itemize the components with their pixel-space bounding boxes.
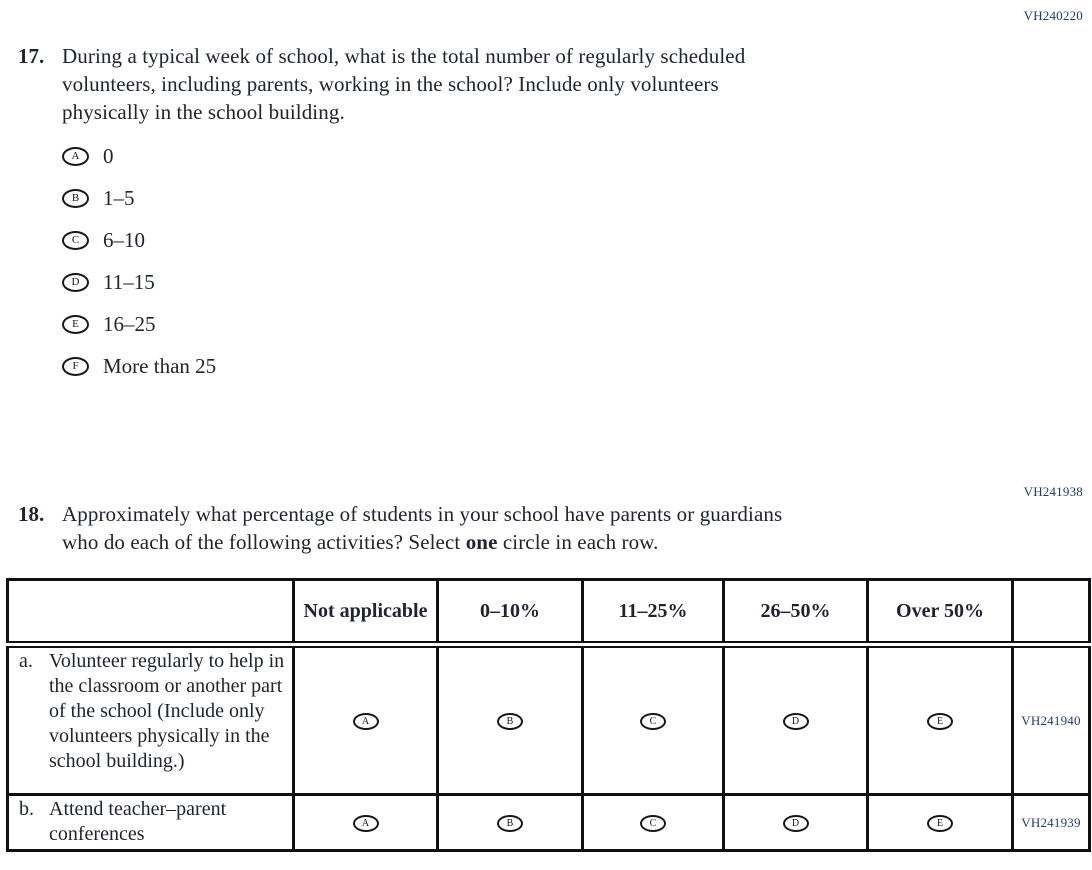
q18a-answer-bubble-c[interactable] — [640, 713, 666, 730]
bubble-letter: D — [71, 275, 80, 288]
q18-matrix-table — [6, 578, 1091, 852]
q18b-answer-bubble-a[interactable] — [353, 815, 379, 832]
option-label-d: 11–15 — [103, 269, 155, 294]
header-11-25: 11–25% — [583, 580, 724, 645]
header-0-10: 0–10% — [438, 580, 583, 645]
table-row-b — [8, 795, 1090, 851]
option-label-c: 6–10 — [103, 227, 145, 252]
q17-answer-bubble-f[interactable] — [62, 357, 89, 376]
bubble-letter: E — [936, 817, 944, 829]
bold-word-one: one — [465, 530, 498, 554]
q18b-answer-bubble-e[interactable] — [927, 815, 953, 832]
row-a-cell-0-10 — [438, 645, 583, 795]
bubble-letter: C — [71, 233, 80, 246]
bubble-letter: C — [649, 817, 657, 829]
bubble-letter: E — [936, 715, 944, 727]
row-a-text: Volunteer regularly to help in the classroom or another part of the school (Include only volunteers physically in the school building.) — [49, 650, 285, 772]
bubble-letter: B — [506, 715, 514, 727]
row-a-code: VH241940 — [1021, 712, 1081, 728]
row-b-cell-0-10 — [438, 795, 583, 851]
option-label-b: 1–5 — [103, 185, 135, 210]
question-17-body — [62, 42, 745, 387]
question-17-number: 17. — [18, 44, 45, 68]
question-18-body — [62, 500, 782, 556]
row-b-code: VH241939 — [1021, 814, 1081, 830]
row-a-code-cell — [1013, 645, 1090, 795]
header-blank-code — [1013, 580, 1090, 645]
option-label-a: 0 — [103, 143, 114, 168]
row-b-cell-11-25 — [583, 795, 724, 851]
question-17 — [18, 42, 745, 387]
row-a-cell-not-applicable — [294, 645, 438, 795]
q18a-answer-bubble-a[interactable] — [353, 713, 379, 730]
question-17-options — [62, 135, 745, 387]
option-row-f — [62, 345, 745, 387]
q18b-answer-bubble-d[interactable] — [783, 815, 809, 832]
table-row-a — [8, 645, 1090, 795]
option-row-d — [62, 261, 745, 303]
row-b-text: Attend teacher–parent conferences — [49, 798, 227, 845]
q18a-answer-bubble-d[interactable] — [783, 713, 809, 730]
question-18-text-line1: Approximately what percentage of students in your school have parents or guardians — [62, 502, 783, 526]
header-not-applicable: Not applicable — [294, 580, 438, 645]
option-label-f: More than 25 — [103, 353, 217, 378]
bubble-letter: B — [71, 191, 80, 204]
question-18-text-line2: who do each of the following activities? Select one circle in each row. — [62, 530, 659, 554]
row-a-stem — [8, 645, 294, 795]
row-a-cell-over-50 — [868, 645, 1013, 795]
header-over-50: Over 50% — [868, 580, 1013, 645]
row-b-cell-26-50 — [724, 795, 868, 851]
row-b-code-cell — [1013, 795, 1090, 851]
bubble-letter: E — [72, 317, 79, 330]
q17-answer-bubble-c[interactable] — [62, 231, 89, 250]
option-row-e — [62, 303, 745, 345]
form-code-top-right: VH240220 — [1023, 8, 1083, 23]
bubble-letter: C — [649, 715, 657, 727]
question-18-number: 18. — [18, 502, 45, 526]
question-18-code: VH241938 — [1023, 484, 1083, 499]
option-row-c — [62, 219, 745, 261]
bubble-letter: B — [506, 817, 514, 829]
q18b-answer-bubble-b[interactable] — [497, 815, 523, 832]
q17-answer-bubble-b[interactable] — [62, 189, 89, 208]
bubble-letter: D — [791, 817, 800, 829]
option-label-e: 16–25 — [103, 311, 156, 336]
header-26-50: 26–50% — [724, 580, 868, 645]
bubble-letter: F — [72, 359, 79, 372]
question-17-text-line3: physically in the school building. — [62, 100, 345, 124]
question-17-text — [62, 42, 745, 126]
q18a-answer-bubble-e[interactable] — [927, 713, 953, 730]
bubble-letter: A — [71, 149, 80, 162]
bubble-letter: D — [791, 715, 800, 727]
question-17-text-line2: volunteers, including parents, working in the school? Include only volunteers — [62, 72, 719, 96]
q17-answer-bubble-e[interactable] — [62, 315, 89, 334]
row-b-cell-not-applicable — [294, 795, 438, 851]
table-header-row — [8, 580, 1090, 645]
row-a-cell-26-50 — [724, 645, 868, 795]
row-b-letter: b. — [19, 798, 34, 820]
bubble-letter: A — [361, 715, 370, 727]
bubble-letter: A — [361, 817, 370, 829]
option-row-b — [62, 177, 745, 219]
question-18-text — [62, 500, 782, 556]
header-blank-stem — [8, 580, 294, 645]
row-a-cell-11-25 — [583, 645, 724, 795]
question-17-text-line1: During a typical week of school, what is the total number of regularly scheduled — [62, 44, 746, 68]
row-b-cell-over-50 — [868, 795, 1013, 851]
question-18 — [18, 500, 782, 556]
q17-answer-bubble-a[interactable] — [62, 147, 89, 166]
row-a-letter: a. — [19, 650, 33, 672]
q18b-answer-bubble-c[interactable] — [640, 815, 666, 832]
option-row-a — [62, 135, 745, 177]
row-b-stem — [8, 795, 294, 851]
q17-answer-bubble-d[interactable] — [62, 273, 89, 292]
q18a-answer-bubble-b[interactable] — [497, 713, 523, 730]
